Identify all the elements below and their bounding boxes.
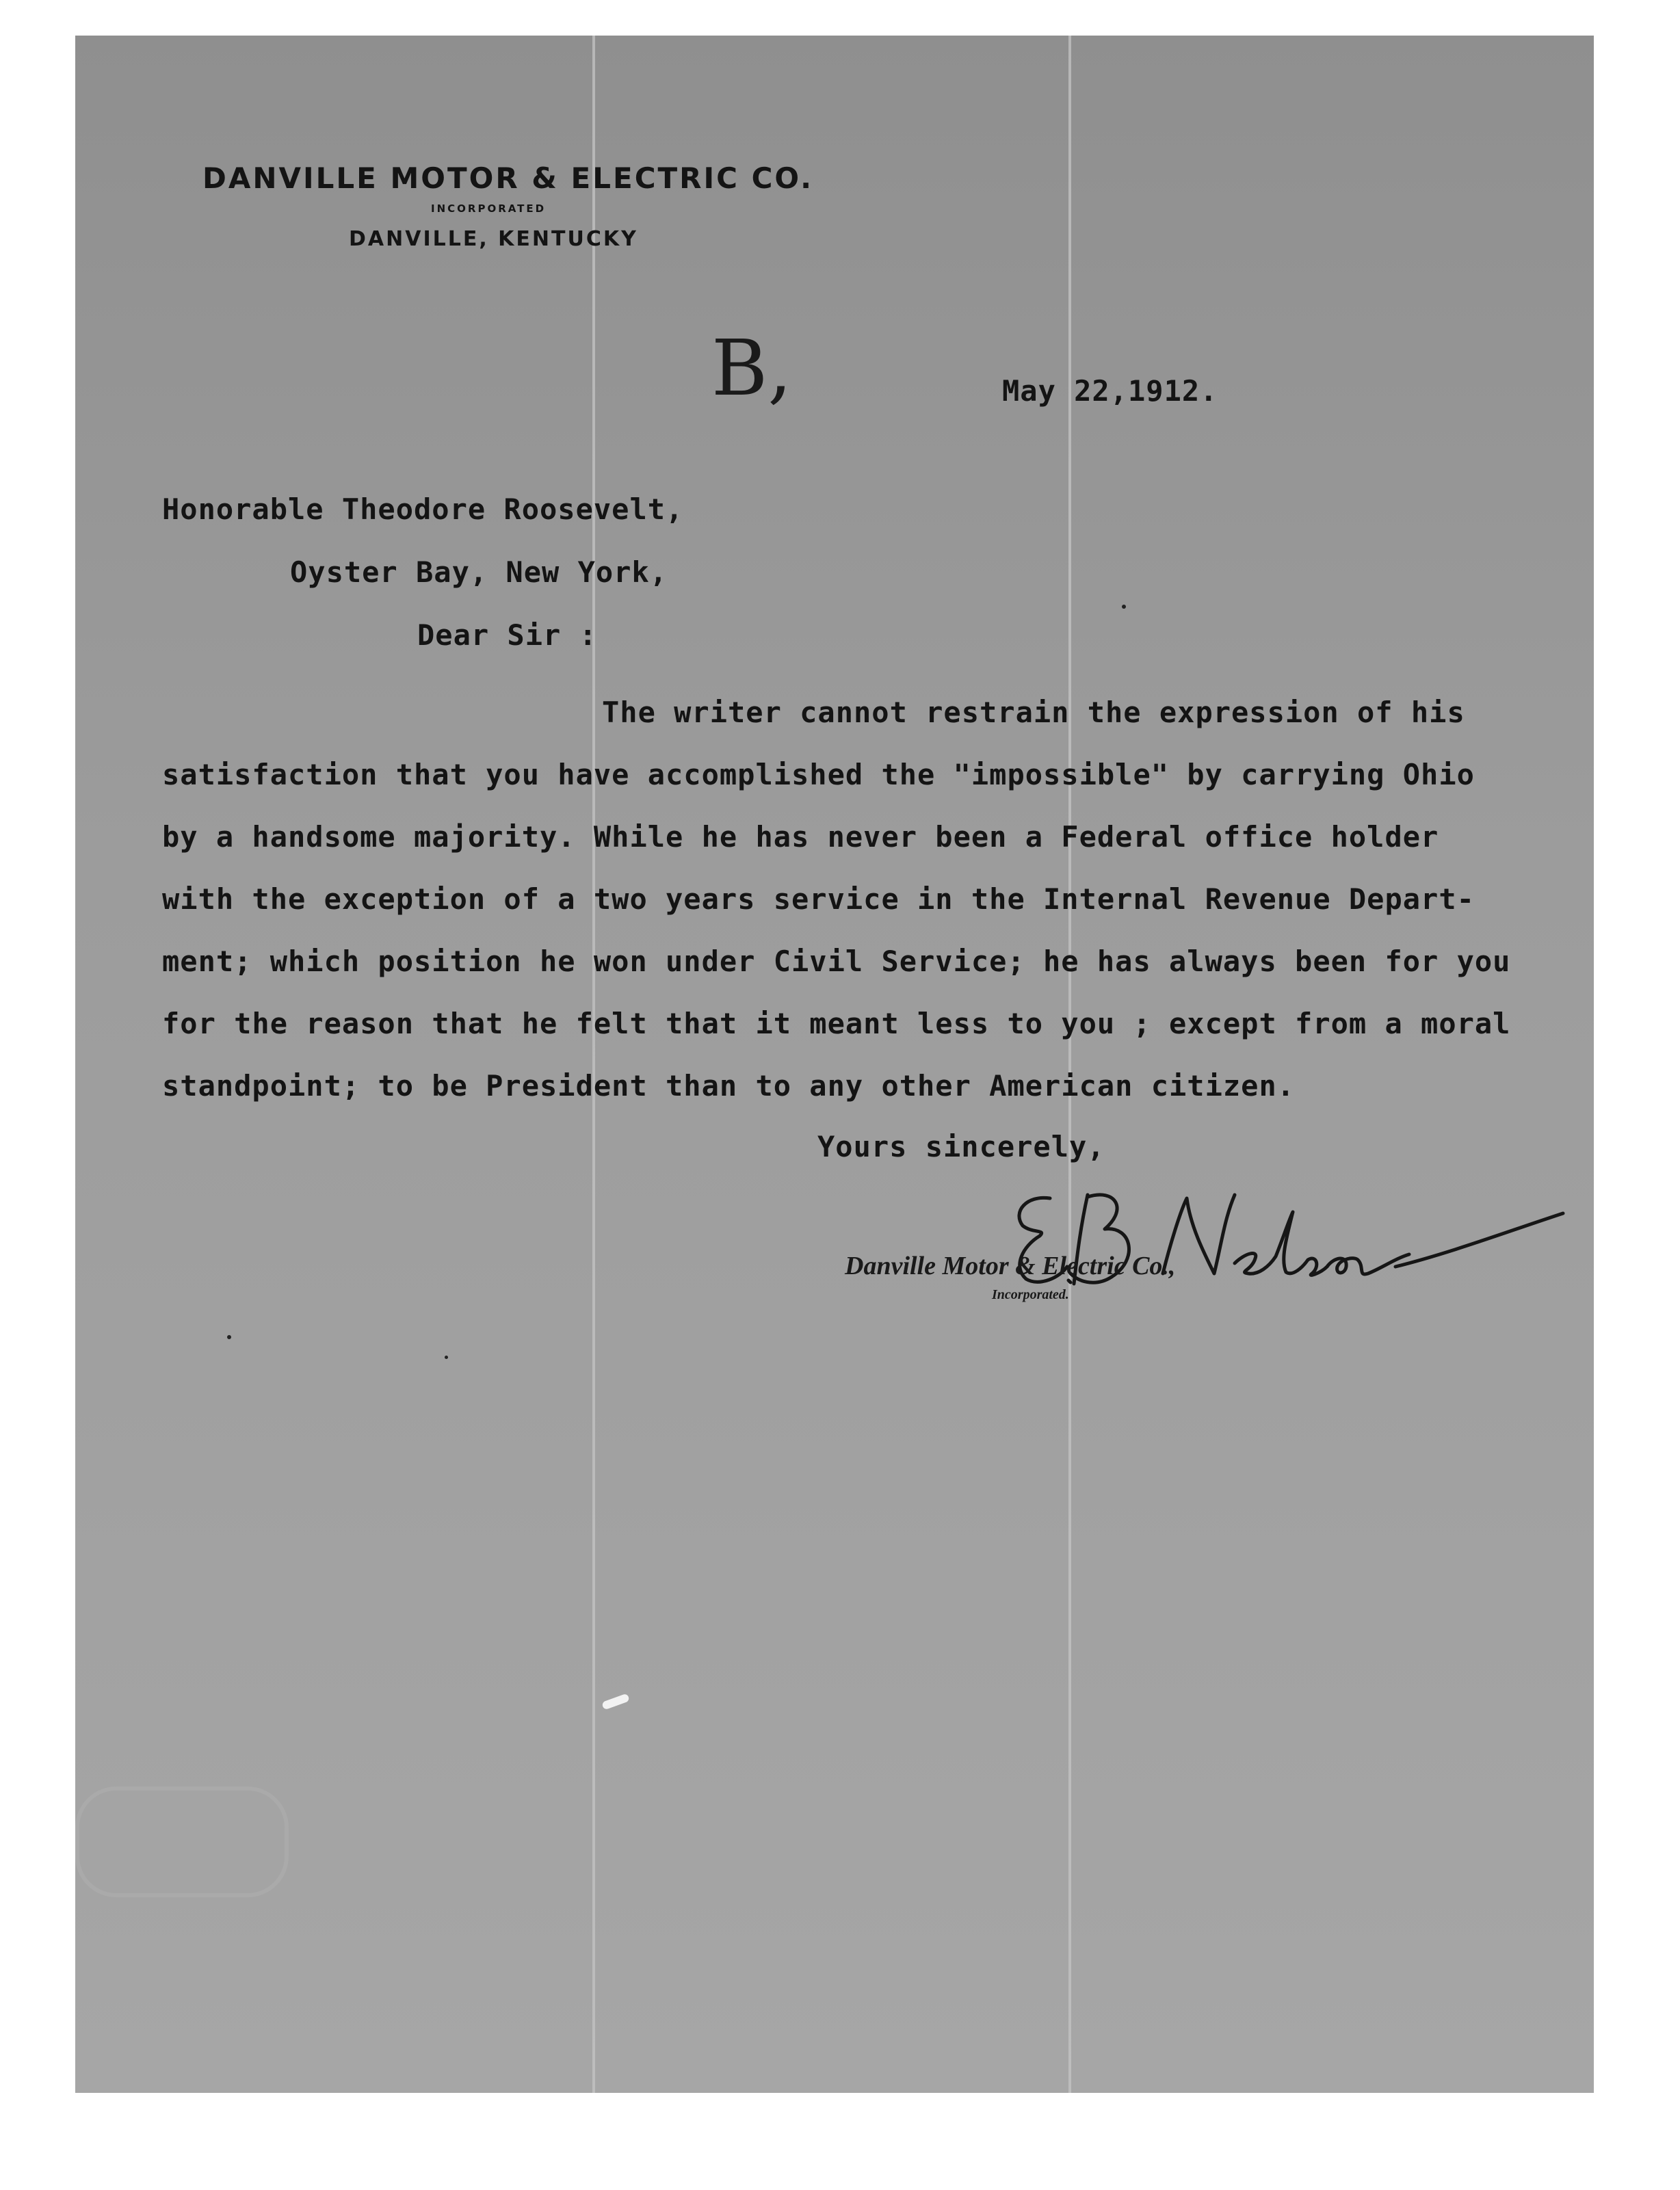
letter-sheet bbox=[75, 36, 1594, 2093]
signature-image bbox=[985, 1171, 1594, 1308]
letterhead-location: DANVILLE, KENTUCKY bbox=[349, 227, 638, 251]
recipient-address: Oyster Bay, New York, bbox=[290, 555, 668, 589]
speck bbox=[1122, 605, 1126, 609]
body-line: standpoint; to be President than to any other American citizen. bbox=[162, 1069, 1296, 1103]
paper-flaw bbox=[601, 1693, 630, 1711]
show-through-mark bbox=[75, 1786, 289, 1897]
letterhead-incorporated: INCORPORATED bbox=[431, 202, 547, 215]
stamp-company: Danville Motor & Electric Co., bbox=[845, 1252, 1176, 1280]
body-line: The writer cannot restrain the expression of his bbox=[602, 696, 1465, 729]
body-line: by a handsome majority. While he has never been a Federal office holder bbox=[162, 820, 1439, 854]
speck bbox=[445, 1356, 448, 1359]
letter-body bbox=[162, 681, 1510, 1117]
stamp-incorporated: Incorporated. bbox=[992, 1287, 1069, 1302]
body-line: ment; which position he won under Civil Service; he has always been for you bbox=[162, 945, 1511, 978]
speck bbox=[227, 1335, 231, 1339]
body-line: for the reason that he felt that it meant less to you ; except from a moral bbox=[162, 1007, 1511, 1040]
letter-date: May 22,1912. bbox=[1002, 374, 1218, 408]
salutation: Dear Sir : bbox=[417, 618, 597, 652]
closing: Yours sincerely, bbox=[817, 1130, 1105, 1163]
recipient-name: Honorable Theodore Roosevelt, bbox=[162, 492, 684, 526]
letterhead-company: DANVILLE MOTOR & ELECTRIC CO. bbox=[202, 161, 814, 195]
file-mark: B, bbox=[711, 324, 792, 413]
body-line: with the exception of a two years service in the Internal Revenue Depart- bbox=[162, 882, 1475, 916]
body-line: satisfaction that you have accomplished the "impossible" by carrying Ohio bbox=[162, 758, 1475, 791]
